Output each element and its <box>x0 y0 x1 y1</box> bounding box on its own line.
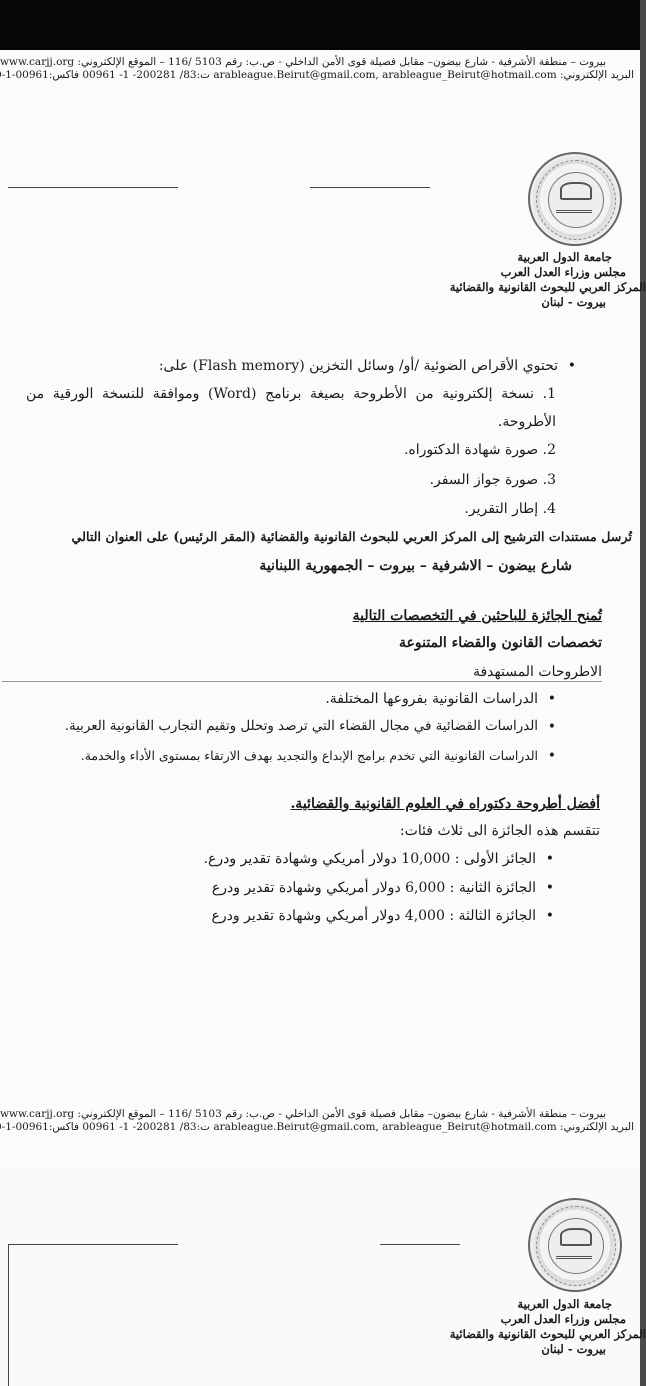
footer-contact: البريد الإلكتروني: arableague.Beirut@gmail.com, arableague_Beirut@hotmail.com ت:83/ 200281- 1- 00961 فاكس:00961-1- <box>1 1121 634 1133</box>
frame-line <box>8 1244 9 1386</box>
send-line-2: شارع بيضون – الاشرفية – بيروت – الجمهورية اللبنانية <box>259 558 572 574</box>
league-seal-icon <box>528 1198 622 1292</box>
org-council: مجلس وزراء العدل العرب <box>500 1312 626 1326</box>
footer-address: بيروت – منطقة الأشرفية - شارع بيضون– مقابل فصيلة قوى الأمن الداخلي - ص.ب: رقم 5103 /116 – الموقع الإلكتروني: www.carjj.org <box>0 1108 606 1120</box>
org-league: جامعة الدول العربية <box>517 1297 612 1311</box>
best-heading: أفضل أطروحة دكتوراه في العلوم القانونية والقضائية. <box>290 796 600 812</box>
header-address: بيروت – منطقة الأشرفية - شارع بيضون– مقابل فصيلة قوى الأمن الداخلي - ص.ب: رقم 5103 /116 – الموقع الإلكتروني: www.carjj.org <box>0 56 606 68</box>
list-item-4: 4. إطار التقرير. <box>464 501 556 517</box>
frame-line <box>8 1244 178 1245</box>
document-page <box>0 50 646 1167</box>
prize-1: • الجائز الأولى : 10,000 دولار أمريكي وشهادة تقدير ودرع. <box>204 851 536 867</box>
org-center: المركز العربي للبحوث القانونية والقضائية <box>449 1327 646 1341</box>
award-heading: تُمنح الجائزة للباحثين في التخصصات التالية <box>352 608 602 624</box>
org-block-2 <box>449 1297 646 1357</box>
page-footer <box>0 1108 634 1134</box>
divided-text: تتقسم هذه الجائزة الى ثلاث فئات: <box>399 823 600 839</box>
media-intro: • تحتوي الأقراص الضوئية /أو/ وسائل التخزين (Flash memory) على: <box>159 358 558 374</box>
list-item-1: 1. نسخة إلكترونية من الأطروحة بصيغة برنامج (Word) وموافقة للنسخة الورقية من <box>26 386 557 402</box>
top-bar <box>0 0 640 50</box>
list-item-3: 3. صورة جواز السفر. <box>429 472 556 488</box>
specialties: تخصصات القانون والقضاء المتنوعة <box>399 635 602 651</box>
org-council: مجلس وزراء العدل العرب <box>500 265 626 279</box>
frame-line <box>380 1244 460 1245</box>
org-league: جامعة الدول العربية <box>517 250 612 264</box>
target-1: • الدراسات القانونية بفروعها المختلفة. <box>325 691 538 707</box>
target-2: • الدراسات القضائية في مجال القضاء التي ترصد وتحلل وتقيم التجارب القانونية العربية. <box>65 719 538 734</box>
org-city: بيروت - لبنان <box>541 295 606 309</box>
prize-2: • الجائزة الثانية : 6,000 دولار أمريكي وشهادة تقدير ودرع <box>212 880 536 896</box>
document-body <box>0 50 640 1167</box>
target-3: • الدراسات القانونية التي تخدم برامج الإبداع والتجديد بهدف الارتقاء بمستوى الأداء والخدمة. <box>81 748 538 763</box>
org-city: بيروت - لبنان <box>541 1342 606 1356</box>
list-item-1-cont: الأطروحة. <box>497 414 556 430</box>
targeted-label: الاطروحات المستهدفة <box>2 664 602 682</box>
prize-3: • الجائزة الثالثة : 4,000 دولار أمريكي وشهادة تقدير ودرع <box>212 908 536 924</box>
header-contact: البريد الإلكتروني: arableague.Beirut@gmail.com, arableague_Beirut@hotmail.com ت:83/ 200281- 1- 00961 فاكس:00961-1- <box>1 69 634 81</box>
org-center: المركز العربي للبحوث القانونية والقضائية <box>449 280 646 294</box>
list-item-2: 2. صورة شهادة الدكتوراه. <box>403 442 556 458</box>
document-page-2 <box>0 1167 646 1386</box>
send-line-1: تُرسل مستندات الترشيح إلى المركز العربي للبحوث القانونية والقضائية (المقر الرئيس) على العنوان التالي <box>71 529 632 544</box>
